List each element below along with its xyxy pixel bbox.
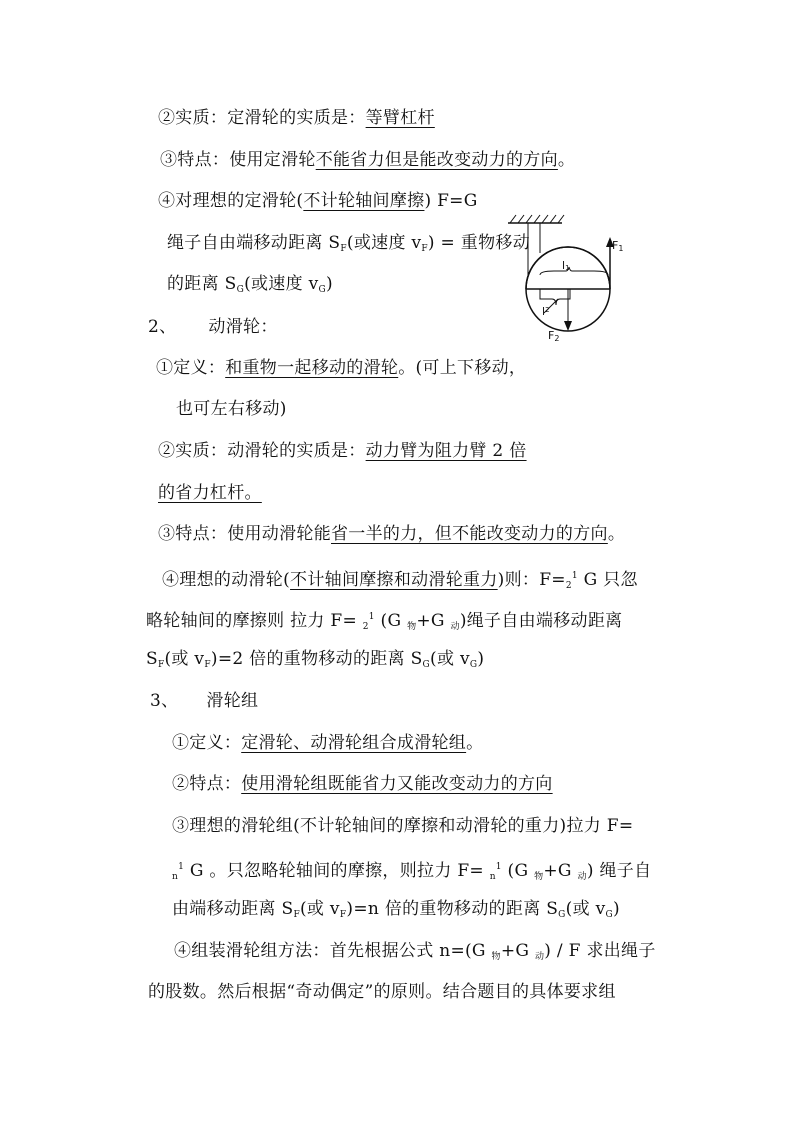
essence-answer: 等臂杠杆 bbox=[365, 108, 435, 128]
group-assembly-method: ④组装滑轮组方法：首先根据公式 n=(G $_物$+G $_动$) / F 求出绳子 bbox=[174, 941, 656, 962]
group-pull-force: $_n^1$ G 。只忽略轮轴间的摩擦，则拉力 F= $_n^1$ (G $_物$+G $_动$) 绳子自 bbox=[172, 861, 652, 882]
pulley-group-heading: 3、 滑轮组 bbox=[150, 691, 259, 711]
label-f2: F2 bbox=[548, 329, 560, 343]
fixed-pulley-feature: ③特点：使用定滑轮不能省力但是能改变动力的方向。 bbox=[160, 150, 576, 170]
movable-distance: $S_F$(或 $v_F)=2$ 倍的重物移动的距离 $S_G$(或 $v_G$) bbox=[146, 649, 485, 670]
feature-answer: 不能省力但是能改变动力的方向 bbox=[315, 150, 558, 170]
movable-essence: ②实质：动滑轮的实质是：动力臂为阻力臂 2 倍 bbox=[158, 441, 527, 461]
rope-distance-line-2: 的距离 $S_G$(或速度 $v_G$) bbox=[167, 274, 333, 295]
movable-definition: ①定义：和重物一起移动的滑轮。(可上下移动， bbox=[156, 358, 527, 378]
ideal-pulley-group: ③理想的滑轮组(不计轮轴间的摩擦和动滑轮的重力)拉力 F= bbox=[172, 816, 634, 836]
label-l1: l1 bbox=[562, 259, 570, 272]
group-definition: ①定义：定滑轮、动滑轮组合成滑轮组。 bbox=[172, 733, 484, 753]
movable-essence-cont: 的省力杠杆。 bbox=[158, 483, 262, 503]
group-distance: 由端移动距离 $S_F$(或 $v_F)=n$ 倍的重物移动的距离 $S_G$(或 $v_G$) bbox=[172, 899, 620, 920]
movable-definition-cont: 也可左右移动) bbox=[176, 399, 287, 419]
label-f1: F1 bbox=[612, 239, 624, 253]
movable-pulley-heading: 2、 动滑轮： bbox=[148, 317, 278, 337]
group-feature: ②特点：使用滑轮组既能省力又能改变动力的方向 bbox=[172, 774, 553, 794]
group-assembly-method-cont: 的股数。然后根据“奇动偶定”的原则。结合题目的具体要求组 bbox=[148, 982, 616, 1002]
label-l2: $l^2$ bbox=[542, 305, 550, 318]
ideal-fixed-pulley: ④对理想的定滑轮(不计轮轴间摩擦) F=G bbox=[158, 191, 478, 211]
movable-feature: ③特点：使用动滑轮能省一半的力，但不能改变动力的方向。 bbox=[158, 524, 626, 544]
ideal-movable-pulley: ④理想的动滑轮(不计轴间摩擦和动滑轮重力)则：$F=_2^1$ G 只忽 bbox=[162, 570, 638, 591]
fixed-pulley-diagram bbox=[500, 205, 640, 345]
movable-pull-force: 略轮轴间的摩擦则 拉力 F= $_2^1$ (G $_物$+G $_动$)绳子自由端移动距离 bbox=[146, 611, 623, 632]
fixed-pulley-essence: ②实质：定滑轮的实质是：等臂杠杆 bbox=[158, 108, 435, 128]
rope-distance-line: 绳子自由端移动距离 $S_F$(或速度 $v_F$) = 重物移动 bbox=[167, 233, 530, 254]
